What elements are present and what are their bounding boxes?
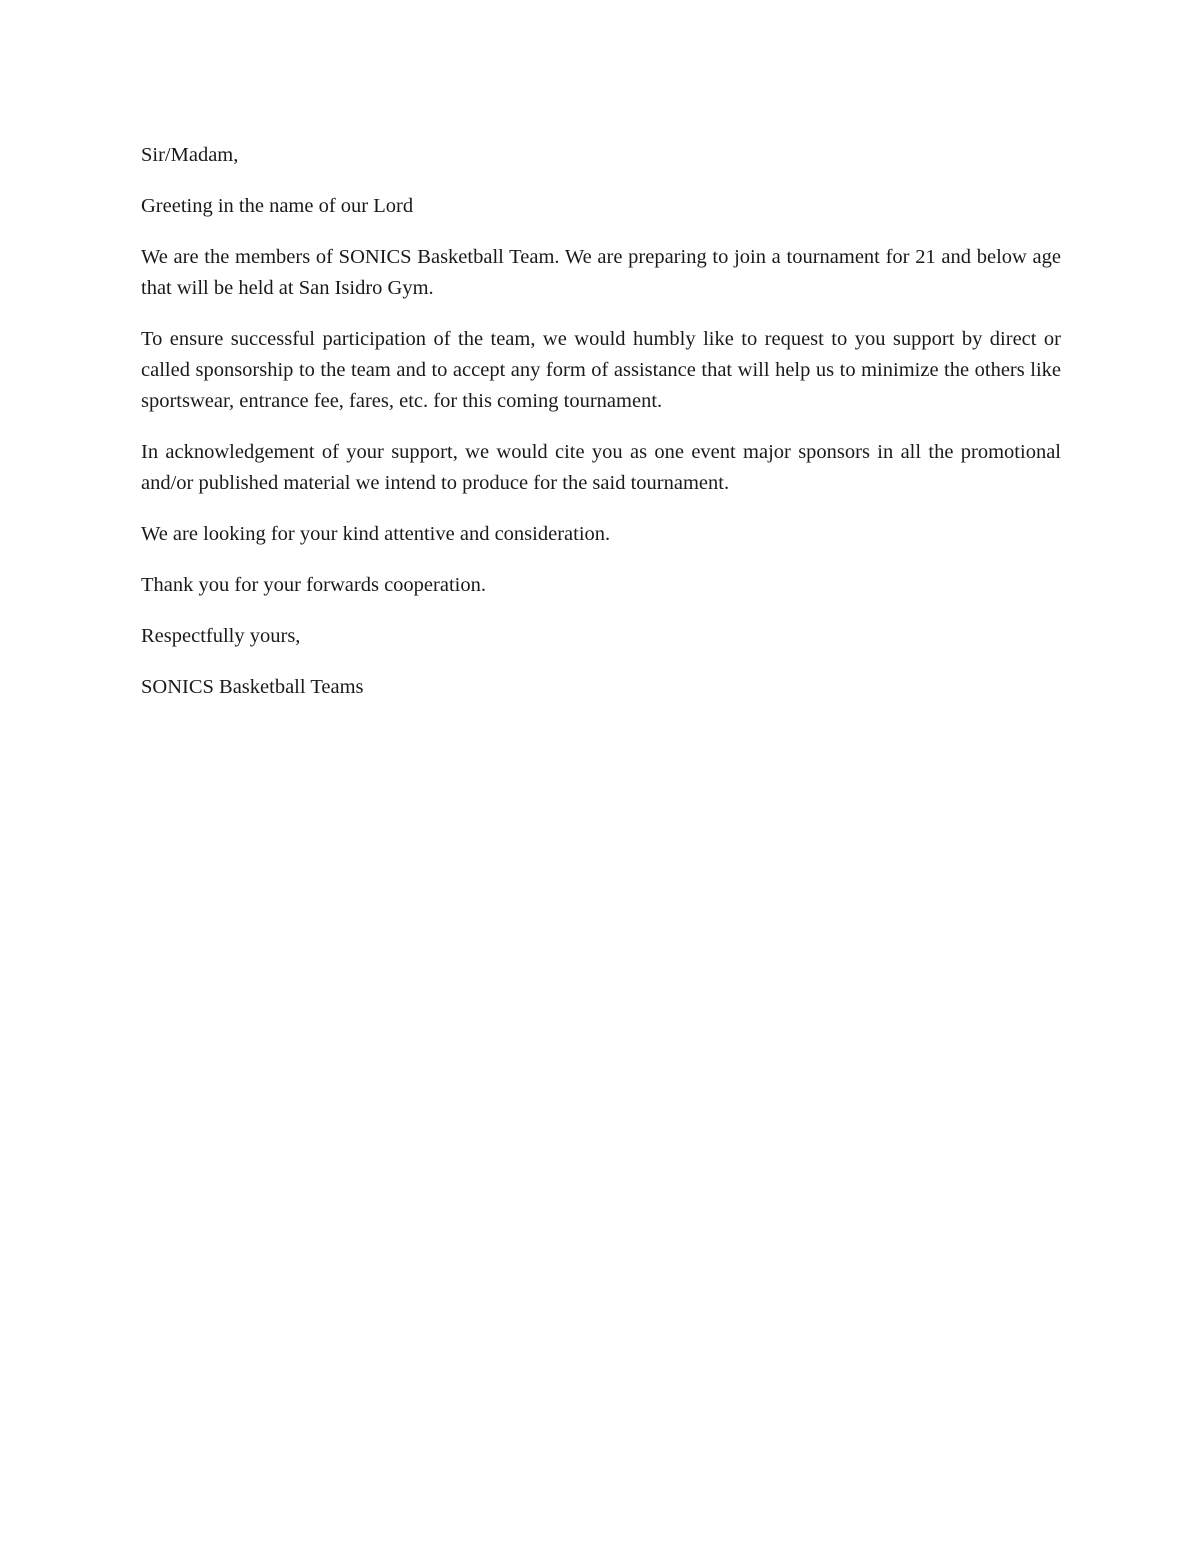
greeting-line: Greeting in the name of our Lord <box>141 195 414 217</box>
signature-line: SONICS Basketball Teams <box>141 676 364 698</box>
letter-body <box>141 140 1061 723</box>
paragraph-request: To ensure successful participation of the team, we would humbly like to request to you support by direct or called sponsorship to the team and to accept any form of assistance that will help us to minimize the others like sportswear, entrance fee, fares, etc. for this coming tournament. <box>141 328 1061 412</box>
paragraph-intro: We are the members of SONICS Basketball Team. We are preparing to join a tournament for 21 and below age that will be held at San Isidro Gym. <box>141 246 1061 299</box>
paragraph-attention: We are looking for your kind attentive and consideration. <box>141 523 611 545</box>
paragraph-thanks: Thank you for your forwards cooperation. <box>141 574 486 596</box>
closing-line: Respectfully yours, <box>141 625 301 647</box>
paragraph-acknowledgement: In acknowledgement of your support, we would cite you as one event major sponsors in all the promotional and/or published material we intend to produce for the said tournament. <box>141 441 1061 494</box>
salutation: Sir/Madam, <box>141 144 239 166</box>
